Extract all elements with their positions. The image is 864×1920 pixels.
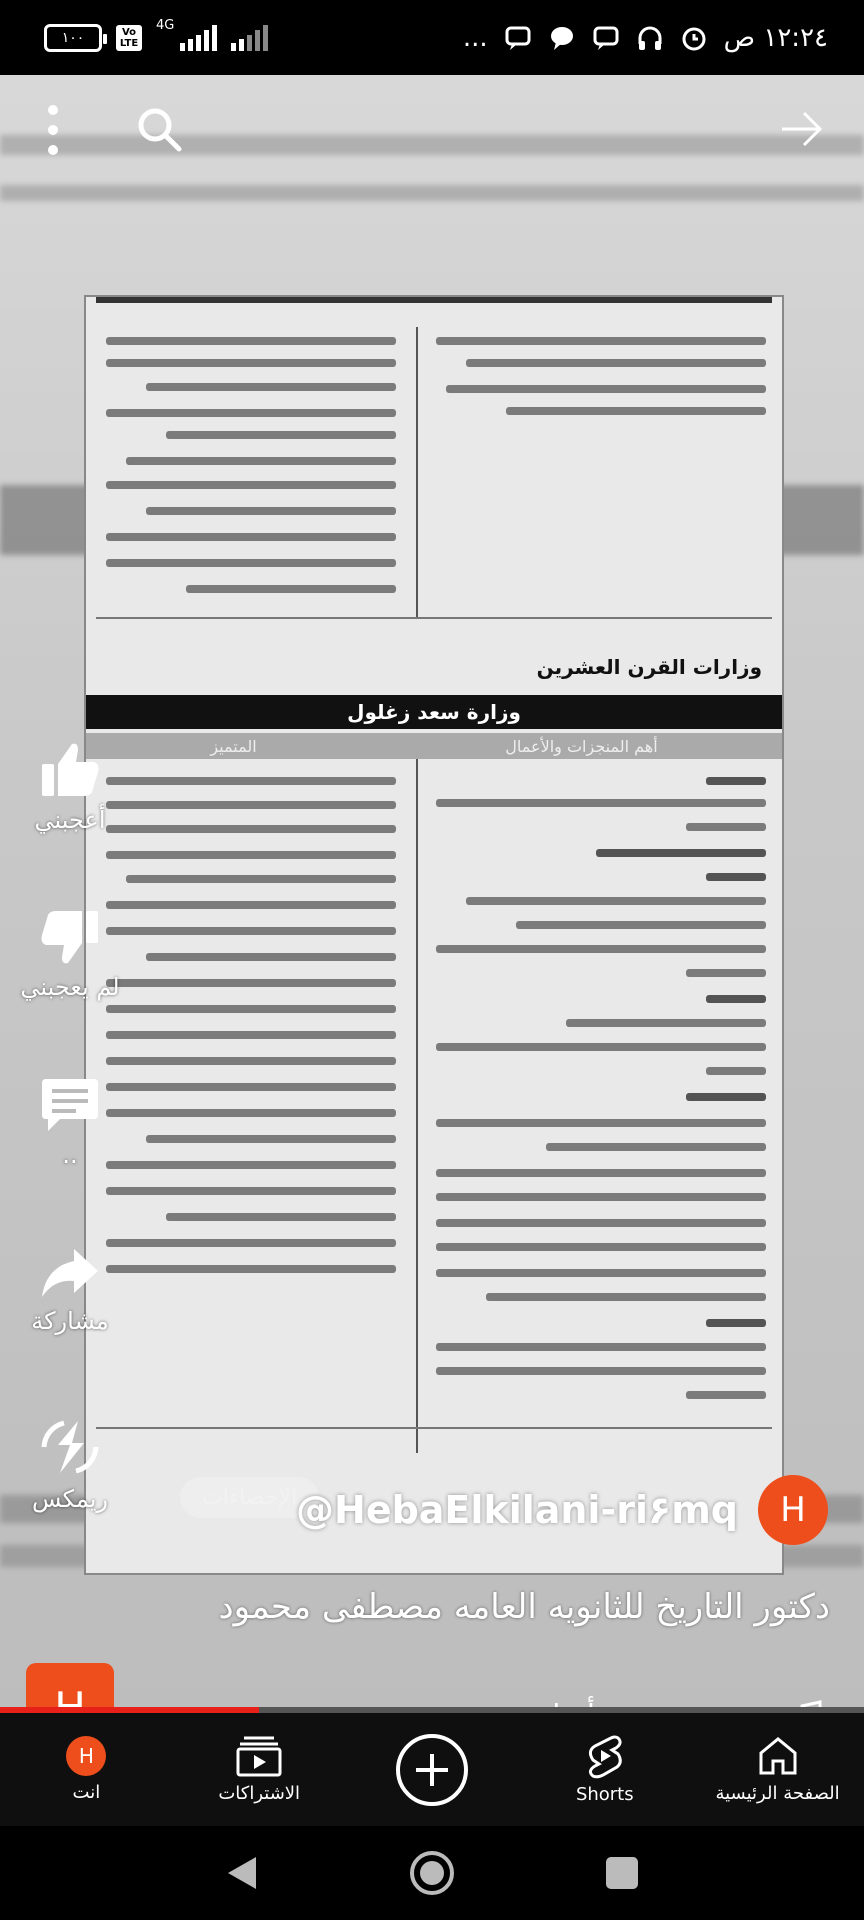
forward-arrow-icon[interactable]	[780, 109, 824, 149]
doc-col-right-header: أهم المنجزات والأعمال	[505, 736, 658, 756]
nav-create[interactable]	[347, 1734, 517, 1806]
status-left	[44, 18, 268, 52]
remix-label: ريمكس	[32, 1485, 108, 1513]
nav-subscriptions[interactable]	[174, 1735, 344, 1804]
doc-rule	[96, 1427, 772, 1429]
nav-subscriptions-label: الاشتراكات	[218, 1783, 301, 1804]
messenger-icon	[504, 24, 532, 52]
channel-handle[interactable]: @HebaElkilani-ri۶mq	[296, 1488, 738, 1532]
create-button[interactable]	[396, 1734, 468, 1806]
chat-icon	[548, 24, 576, 52]
comments-button[interactable]	[0, 1075, 140, 1169]
search-icon[interactable]	[135, 105, 183, 153]
doc-column-divider	[416, 327, 418, 617]
video-caption[interactable]: دكتور التاريخ للثانويه العامه مصطفى محمود	[218, 1587, 830, 1627]
status-right	[463, 23, 828, 53]
share-icon	[40, 1245, 100, 1301]
nav-you-label: انت	[72, 1782, 101, 1803]
back-icon[interactable]	[224, 1853, 260, 1893]
like-label: أعجبني	[34, 806, 106, 834]
signal-2-icon	[231, 25, 268, 51]
you-avatar: H	[66, 1736, 106, 1776]
subscriptions-icon	[236, 1735, 282, 1777]
remix-icon	[38, 1415, 102, 1479]
more-notifications: ...	[462, 22, 488, 53]
document-page	[84, 295, 784, 1575]
thumbs-down-icon	[38, 907, 102, 967]
remix-button[interactable]	[0, 1415, 140, 1513]
recents-icon[interactable]	[604, 1855, 640, 1891]
share-button[interactable]	[0, 1245, 140, 1335]
share-label: مشاركة	[31, 1307, 109, 1335]
battery-level: ١٠٠	[61, 29, 85, 46]
alarm-icon	[680, 24, 708, 52]
nav-shorts-label: Shorts	[575, 1784, 634, 1805]
doc-col-left-header: المتميز	[210, 736, 257, 756]
thumbs-up-icon	[38, 740, 102, 800]
clock: ١٢:٢٤ ص	[723, 22, 828, 53]
doc-rule	[96, 617, 772, 619]
channel-row[interactable]	[296, 1475, 828, 1545]
nav-shorts[interactable]	[520, 1734, 690, 1805]
network-label: 4G	[156, 18, 175, 33]
battery-icon	[44, 24, 102, 52]
comments-label: ..	[62, 1141, 78, 1169]
doc-banner: وزارة سعد زغلول	[86, 695, 782, 729]
doc-heading: وزارات القرن العشرين	[536, 655, 762, 679]
doc-column-divider	[416, 759, 418, 1453]
doc-column-header	[86, 733, 782, 759]
plus-icon	[412, 1750, 452, 1790]
like-button[interactable]	[0, 740, 140, 834]
home-circle-icon[interactable]	[408, 1849, 456, 1897]
signal-icon	[180, 25, 217, 51]
nav-home[interactable]	[693, 1735, 863, 1804]
volte-icon: Vo LTE	[116, 25, 142, 51]
comment-icon	[40, 1075, 100, 1135]
headphones-icon	[636, 24, 664, 52]
short-video[interactable]	[0, 75, 864, 1710]
dislike-button[interactable]	[0, 907, 140, 1001]
status-bar	[0, 0, 864, 75]
doc-rule	[96, 297, 772, 303]
bottom-nav	[0, 1713, 864, 1826]
blur-band	[0, 185, 864, 201]
nav-home-label: الصفحة الرئيسية	[715, 1783, 840, 1804]
nav-you[interactable]	[1, 1736, 171, 1803]
stats-button[interactable]: الإحصاءات	[180, 1477, 319, 1518]
dislike-label: لم يعجبني	[20, 973, 120, 1001]
more-options-icon[interactable]	[45, 105, 61, 155]
top-actions	[0, 105, 864, 155]
shorts-icon	[585, 1734, 625, 1778]
home-icon	[757, 1735, 799, 1777]
messenger-2-icon	[592, 24, 620, 52]
system-nav-bar	[0, 1826, 864, 1920]
channel-avatar[interactable]: H	[758, 1475, 828, 1545]
